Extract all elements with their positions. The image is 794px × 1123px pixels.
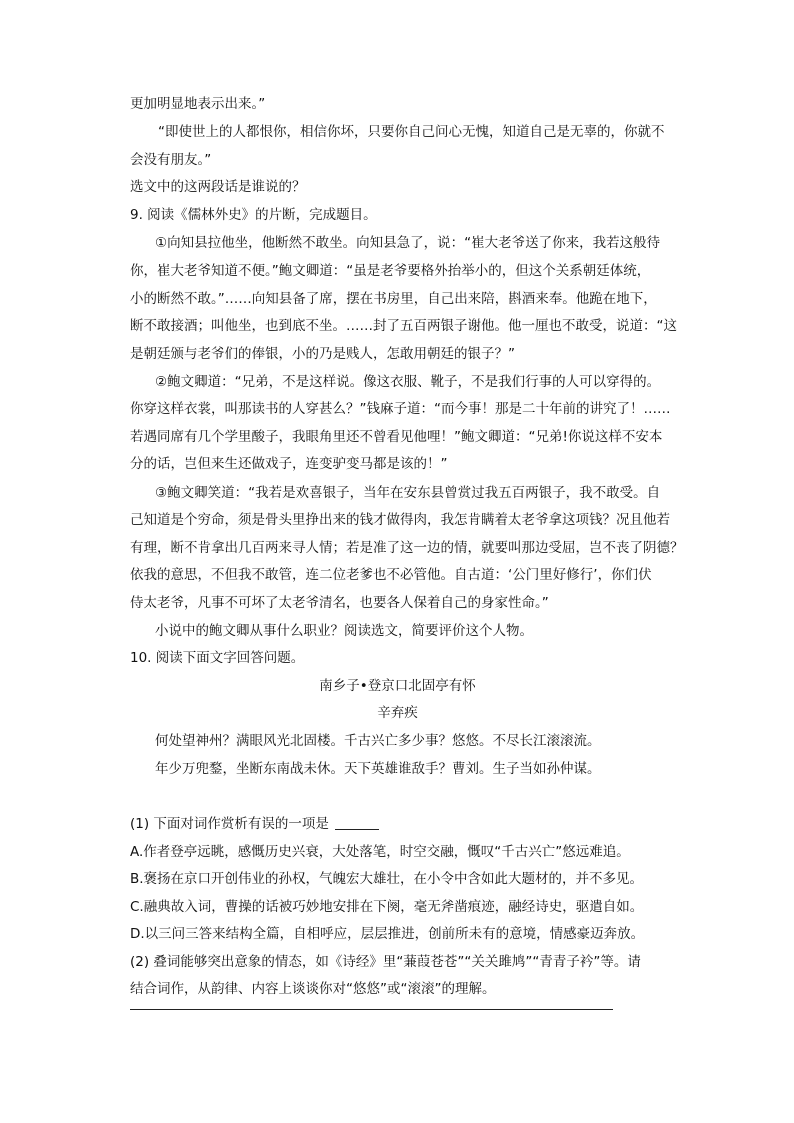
passage-line: 小的断然不敢。”……向知县备了席，摆在书房里，自己出来陪，斟酒来奉。他跪在地下， — [130, 291, 657, 307]
option-b: B.褒扬在京口开创伟业的孙权，气魄宏大雄壮，在小令中含如此大题材的，并不多见。 — [130, 871, 644, 887]
passage-line: 己知道是个穷命，须是骨头里挣出来的钱才做得肉，我怎肯瞒着太老爷拿这项钱？况且他若 — [130, 512, 670, 528]
sub-question-1-text: (1) 下面对词作赏析有误的一项是 — [130, 816, 329, 832]
passage-line: 你穿这样衣裳，叫那读书的人穿甚么？”钱麻子道：“而今事！那是二十年前的讲究了！…… — [130, 401, 671, 417]
text-line: “即使世上的人都恨你，相信你坏，只要你自己问心无愧，知道自己是无辜的，你就不 — [158, 124, 665, 140]
passage-line: 是朝廷颁与老爷们的俸银，小的乃是贱人，怎敢用朝廷的银子？” — [130, 346, 515, 362]
option-a: A.作者登亭远眺，感慨历史兴衰，大处落笔，时空交融，慨叹“千古兴亡”悠远难追。 — [130, 844, 630, 860]
option-c: C.融典故入词，曹操的话被巧妙地安排在下阕，毫无斧凿痕迹，融经诗史，驱遣自如。 — [130, 899, 644, 915]
passage-line: 依我的意思，不但我不敢管，连二位老爹也不必管他。自古道：‘公门里好修行’，你们伏 — [130, 567, 652, 583]
sub-question-2-cont: 结合词作，从韵律、内容上谈谈你对“悠悠”或“滚滚”的理解。 — [130, 981, 496, 997]
question-text: 选文中的这两段话是谁说的？ — [130, 179, 306, 195]
passage-line: 分的话，岂但来生还做戏子，连变驴变马都是该的！” — [130, 456, 448, 472]
question-text: 小说中的鲍文卿从事什么职业？阅读选文，简要评价这个人物。 — [155, 623, 533, 639]
answer-blank[interactable] — [335, 815, 379, 830]
passage-line: ③鲍文卿笑道：“我若是欢喜银子，当年在安东县曾赏过我五百两银子，我不敢受。自 — [155, 485, 661, 501]
passage-line: ①向知县拉他坐，他断然不敢坐。向知县急了，说：“崔大老爷送了你来，我若这般待 — [155, 235, 661, 251]
answer-line[interactable] — [130, 1009, 613, 1010]
passage-line: 有理，断不肯拿出几百两来寻人情；若是准了这一边的情，就要叫那边受屈，岂不丧了阴德？ — [130, 540, 684, 556]
passage-line: 侍太老爷，凡事不可坏了太老爷清名，也要各人保着自己的身家性命。” — [130, 595, 549, 611]
text-line: 会没有朋友。” — [130, 152, 212, 168]
passage-line: ②鲍文卿道：“兄弟，不是这样说。像这衣服、靴子，不是我们行事的人可以穿得的。 — [155, 374, 661, 390]
question-9-title: 9. 阅读《儒林外史》的片断，完成题目。 — [130, 207, 377, 223]
poem-line: 年少万兜鍪，坐断东南战未休。天下英雄谁敌手？曹刘。生子当如孙仲谋。 — [155, 761, 601, 777]
passage-line: 你，崔大老爷知道不便。”鲍文卿道：“虽是老爷要格外抬举小的，但这个关系朝廷体统， — [130, 263, 651, 279]
poem-title: 南乡子•登京口北固亭有怀 — [319, 678, 476, 694]
sub-question-2: (2) 叠词能够突出意象的情态，如《诗经》里“蒹葭苍苍”“关关雎鸠”“青青子衿”等。请 — [130, 954, 641, 970]
poem-line: 何处望神州？满眼风光北固楼。千古兴亡多少事？悠悠。不尽长江滚滚流。 — [155, 733, 601, 749]
question-10-title: 10. 阅读下面文字回答问题。 — [130, 650, 305, 666]
passage-line: 断不敢接酒；叫他坐，也到底不坐。……封了五百两银子谢他。他一厘也不敢受，说道：“这 — [130, 318, 677, 334]
poem-author: 辛弃疾 — [377, 705, 418, 721]
text-line: 更加明显地表示出来。” — [130, 96, 266, 112]
sub-question-1 — [130, 815, 379, 833]
option-d: D.以三问三答来结构全篇，自相呼应，层层推进，创前所未有的意境，情感豪迈奔放。 — [130, 926, 645, 942]
passage-line: 若遇同席有几个学里酸子，我眼角里还不曾看见他哩！”鲍文卿道：“兄弟!你说这样不安本 — [130, 429, 663, 445]
